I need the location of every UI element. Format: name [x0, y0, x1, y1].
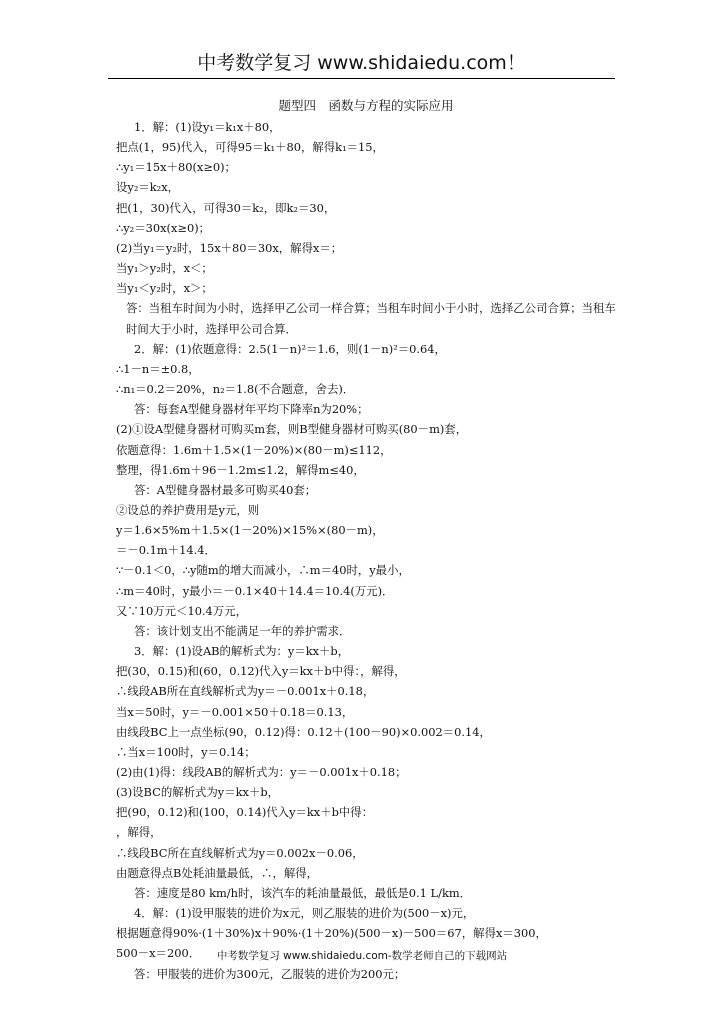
text-line: 依题意得：1.6m＋1.5×(1－20%)×(80－m)≤112， — [116, 442, 392, 457]
text-line: 整理，得1.6m＋96－1.2m≤1.2，解得m≤40， — [116, 462, 365, 477]
text-line: ∴1－n＝±0.8， — [116, 361, 200, 376]
text-line: 把(30，0.15)和(60，0.12)代入y＝kx＋b中得：，解得， — [116, 664, 406, 679]
text-line: 由线段BC上一点坐标(90，0.12)得：0.12＋(100－90)×0.002＝0.14， — [116, 724, 491, 739]
text-line: 答：当租车时间为小时，选择甲乙公司一样合算；当租车时间小于小时，选择乙公司合算；当租车时间大于小时，选择甲公司合算． — [126, 301, 616, 336]
text-line: 答：每套A型健身器材年平均下降率n为20%； — [134, 402, 369, 417]
text-line: ∴y₁＝15x＋80(x≥0)； — [116, 160, 236, 175]
text-line: ∴y₂＝30x(x≥0)； — [116, 220, 211, 235]
text-line: 3．解：(1)设AB的解析式为：y＝kx＋b， — [134, 644, 350, 659]
text-line: 500－x＝200． — [116, 946, 201, 961]
text-line: 把(1，30)代入，可得30＝k₂，即k₂＝30， — [116, 200, 336, 215]
text-line: (3)设BC的解析式为y＝kx＋b， — [116, 785, 280, 800]
text-line: 设y₂＝k₂x， — [116, 180, 180, 195]
text-line: ∴线段BC所在直线解析式为y＝0.002x－0.06， — [116, 845, 364, 860]
text-line: 当y₁＞y₂时，x＜； — [116, 261, 213, 276]
text-line: 由题意得点B处耗油量最低，∴，解得， — [116, 865, 319, 880]
text-line: 当y₁＜y₂时，x＞； — [116, 281, 213, 296]
solution-lines — [116, 117, 616, 984]
text-line: 答：甲服装的进价为300元，乙服装的进价为200元； — [134, 966, 406, 981]
text-line: 1．解：(1)设y₁＝k₁x＋80， — [134, 120, 281, 134]
text-line: 4．解：(1)设甲服装的进价为x元，则乙服装的进价为(500－x)元， — [134, 906, 475, 921]
text-line: (2)①设A型健身器材可购买m套，则B型健身器材可购买(80－m)套， — [116, 422, 468, 437]
text-line: ，解得， — [116, 825, 162, 840]
text-line: 当x＝50时，y＝－0.001×50＋0.18＝0.13， — [116, 704, 354, 719]
text-line: ∴线段AB所在直线解析式为y＝－0.001x＋0.18， — [116, 684, 375, 699]
text-line: 答：A型健身器材最多可购买40套； — [134, 482, 317, 497]
page-footer: 中考数学复习 www.shidaiedu.com-数学老师自己的下载网站 — [216, 950, 508, 962]
text-line: 根据题意得90%·(1＋30%)x＋90%·(1＋20%)(500－x)－500＝67，解得x＝300， — [116, 926, 547, 941]
text-line: 把点(1，95)代入，可得95＝k₁＋80，解得k₁＝15， — [116, 140, 384, 155]
text-line: ∴当x＝100时，y＝0.14； — [116, 744, 256, 759]
text-line: 又∵10万元＜10.4万元， — [116, 603, 247, 618]
document-body — [116, 96, 616, 984]
text-line: 答：该计划支出不能满足一年的养护需求． — [134, 623, 351, 638]
text-line: ∴m＝40时，y最小＝－0.1×40＋14.4＝10.4(万元)． — [116, 583, 394, 598]
text-line: ②设总的养护费用是y元，则 — [116, 502, 260, 517]
text-line: ∴n₁＝0.2＝20%，n₂＝1.8(不合题意，舍去)． — [116, 382, 355, 397]
section-title: 题型四 函数与方程的实际应用 — [278, 98, 454, 113]
text-line: ＝－0.1m＋14.4． — [116, 543, 216, 558]
text-line: (2)当y₁＝y₂时，15x＋80＝30x，解得x＝； — [116, 240, 343, 255]
page-header: 中考数学复习 www.shidaiedu.com！ — [197, 52, 526, 74]
text-line: 答：速度是80 km/h时，该汽车的耗油量最低，最低是0.1 L/km． — [134, 885, 472, 900]
text-line: (2)由(1)得：线段AB的解析式为：y＝－0.001x＋0.18； — [116, 765, 407, 779]
text-line: 把(90，0.12)和(100，0.14)代入y＝kx＋b中得： — [116, 805, 374, 820]
text-line: 2．解：(1)依题意得：2.5(1－n)²＝1.6，则(1－n)²＝0.64， — [134, 341, 446, 356]
text-line: ∵－0.1＜0，∴y随m的增大而减小，∴m＝40时，y最小， — [116, 563, 410, 578]
header-rule — [108, 78, 615, 79]
text-line: y＝1.6×5%m＋1.5×(1－20%)×15%×(80－m)， — [116, 523, 384, 538]
